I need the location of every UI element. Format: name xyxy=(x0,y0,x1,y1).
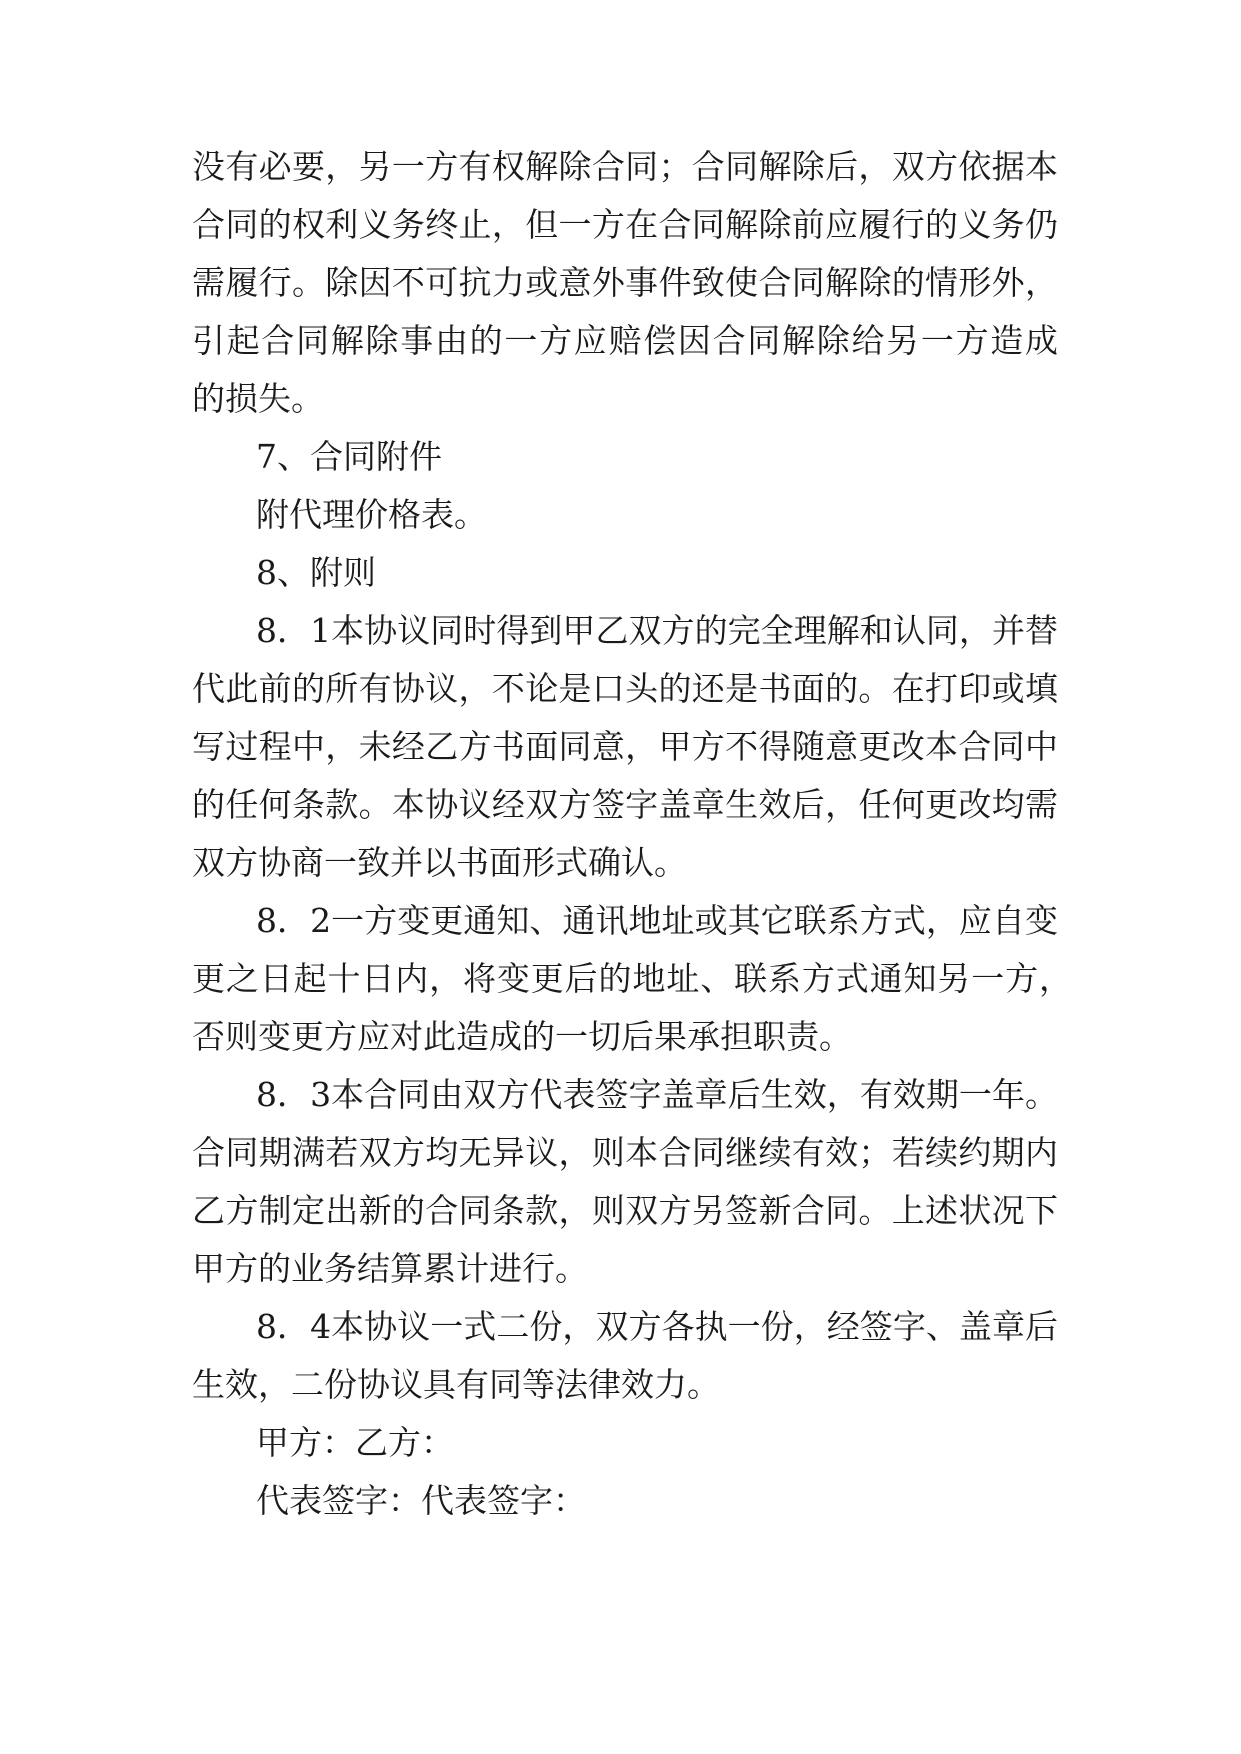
signature-labels: 代表签字：代表签字： xyxy=(256,1481,586,1520)
text-line: 写过程中，未经乙方书面同意，甲方不得随意更改本合同中 xyxy=(192,727,1058,766)
text-line: 乙方制定出新的合同条款，则双方另签新合同。上述状况下 xyxy=(192,1191,1058,1230)
section-heading: 8、附则 xyxy=(256,553,376,592)
clause-line: 8．1本协议同时得到甲乙双方的完全理解和认同，并替 xyxy=(256,611,1058,650)
text-line: 的损失。 xyxy=(192,379,324,418)
clause-line: 8．4本协议一式二份，双方各执一份，经签字、盖章后 xyxy=(256,1307,1058,1346)
party-labels: 甲方：乙方： xyxy=(256,1423,454,1462)
text-line: 甲方的业务结算累计进行。 xyxy=(192,1249,588,1288)
text-line: 双方协商一致并以书面形式确认。 xyxy=(192,843,687,882)
text-line: 没有必要，另一方有权解除合同；合同解除后，双方依据本 xyxy=(192,147,1058,186)
text-line: 合同的权利义务终止，但一方在合同解除前应履行的义务仍 xyxy=(192,205,1058,244)
text-line: 更之日起十日内，将变更后的地址、联系方式通知另一方， xyxy=(192,959,1072,998)
text-line: 代此前的所有协议，不论是口头的还是书面的。在打印或填 xyxy=(192,669,1058,708)
text-line: 的任何条款。本协议经双方签字盖章生效后，任何更改均需 xyxy=(192,785,1058,824)
clause-line: 8．2一方变更通知、通讯地址或其它联系方式，应自变 xyxy=(256,901,1058,940)
text-line: 引起合同解除事由的一方应赔偿因合同解除给另一方造成 xyxy=(192,321,1058,360)
text-line: 否则变更方应对此造成的一切后果承担职责。 xyxy=(192,1017,852,1056)
text-line: 附代理价格表。 xyxy=(256,495,487,534)
section-heading: 7、合同附件 xyxy=(256,437,442,476)
text-line: 合同期满若双方均无异议，则本合同继续有效；若续约期内 xyxy=(192,1133,1058,1172)
clause-line: 8．3本合同由双方代表签字盖章后生效，有效期一年。 xyxy=(256,1075,1058,1114)
text-line: 生效，二份协议具有同等法律效力。 xyxy=(192,1365,720,1404)
text-line: 需履行。除因不可抗力或意外事件致使合同解除的情形外， xyxy=(192,263,1058,302)
